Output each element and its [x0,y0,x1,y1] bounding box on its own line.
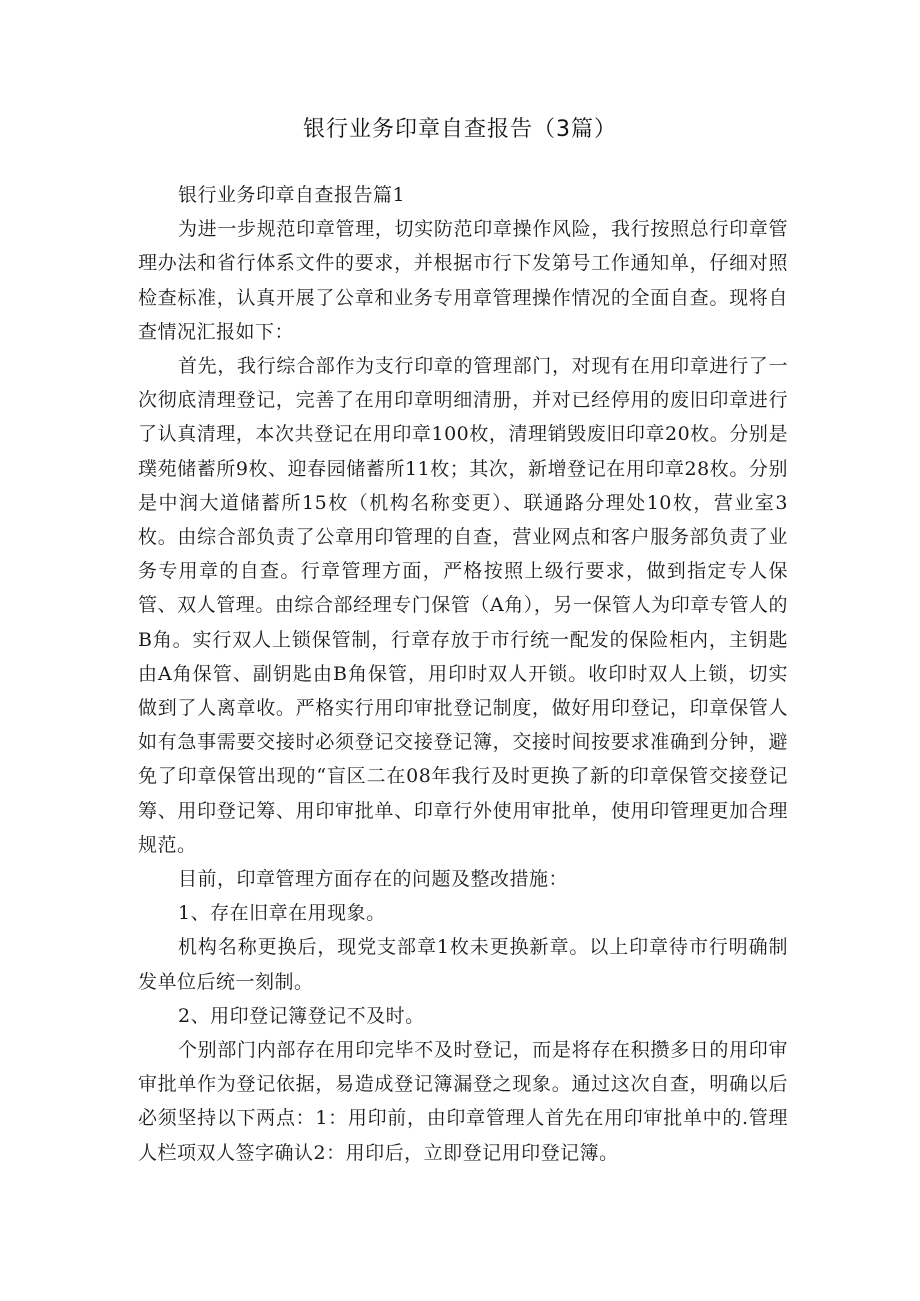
section-heading: 银行业务印章自查报告篇1 [178,184,406,206]
issue-2-heading: 2、用印登记簿登记不及时。 [178,1004,425,1027]
issue-2-detail: 个别部门内部存在用印完毕不及时登记，而是将存在积攒多日的用印审审批单作为登记依据，易造成登记簿漏登之现象。通过这次自查，明确以后必须坚持以下两点：1：用印前，由印章管理人首先在用印审批单中的.管理人栏项双人签字确认2：用印后，立即登记用印登记簿。 [138,1039,788,1164]
paragraph-findings: 首先，我行综合部作为支行印章的管理部门，对现有在用印章进行了一次彻底清理登记，完善了在用印章明细清册，并对已经停用的废旧印章进行了认真清理，本次共登记在用印章100枚，清理销毁废旧印章20枚。分别是璞苑储蓄所9枚、迎春园储蓄所11枚；其次，新增登记在用印章28枚。分别是中润大道储蓄所15枚（机构名称变更）、联通路分理处10枚，营业室3枚。由综合部负责了公章用印管理的自查，营业网点和客户服务部负责了业务专用章的自查。行章管理方面，严格按照上级行要求，做到指定专人保管、双人管理。由综合部经理专门保管（A角），另一保管人为印章专管人的B角。实行双人上锁保管制，行章存放于市行统一配发的保险柜内，主钥匙由A角保管、副钥匙由B角保管，用印时双人开锁。收印时双人上锁，切实做到了人离章收。严格实行用印审批登记制度，做好用印登记，印章保管人如有急事需要交接时必须登记交接登记簿，交接时间按要求准确到分钟，避免了印章保管出现的“盲区二在08年我行及时更换了新的印章保管交接登记筹、用印登记筹、用印审批单、印章行外使用审批单，使用印管理更加合理规范。 [138,355,788,856]
document-title: 银行业务印章自查报告（3篇） [303,117,617,142]
paragraph-issues-heading: 目前，印章管理方面存在的问题及整改措施： [178,868,569,891]
document-body [138,178,788,1170]
issue-1-heading: 1、存在旧章在用现象。 [178,902,386,925]
paragraph-intro: 为进一步规范印章管理，切实防范印章操作风险，我行按照总行印章管理办法和省行体系文件的要求，并根据市行下发第号工作通知单，仔细对照检查标准，认真开展了公章和业务专用章管理操作情况的全面自查。现将自查情况汇报如下： [138,218,788,343]
issue-1-detail: 机构名称更换后，现党支部章1枚未更换新章。以上印章待市行明确制发单位后统一刻制。 [138,936,788,993]
